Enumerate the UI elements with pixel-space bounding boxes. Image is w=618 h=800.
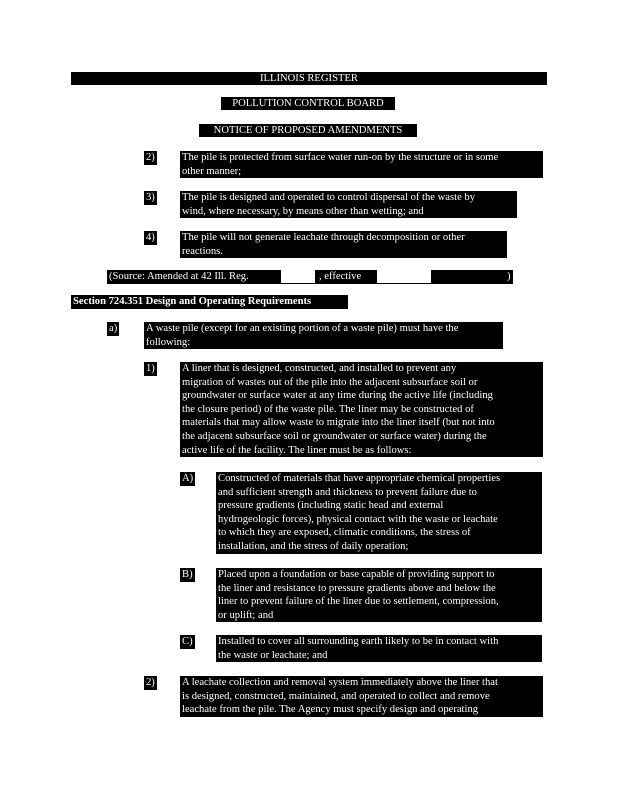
item-B-text (216, 568, 542, 622)
text-line: installation, and the stress of daily operation; (218, 540, 409, 552)
text-line: following: (146, 336, 191, 348)
text-line: Placed upon a foundation or base capable of providing support to (218, 569, 495, 580)
text-line: The pile is protected from surface water run-on by the structure or in some (182, 152, 499, 163)
item-C-marker: C) (182, 636, 193, 647)
register-title: ILLINOIS REGISTER (260, 73, 358, 84)
item-a-text (144, 322, 503, 349)
text-line: A leachate collection and removal system immediately above the liner that (182, 677, 498, 688)
text-line: The pile will not generate leachate through decomposition or other (182, 232, 465, 243)
text-line: the closure period) of the waste pile. The liner may be constructed of (182, 403, 474, 415)
item-2-marker: 2) (146, 152, 155, 163)
text-line: The pile is designed and operated to control dispersal of the waste by (182, 192, 476, 203)
source-suffix: ) (507, 271, 511, 282)
text-line: migration of wastes out of the pile into the adjacent subsurface soil or (182, 376, 478, 388)
text-line: other manner; (182, 165, 242, 177)
text-line: liner to prevent failure of the liner due to settlement, compression, (218, 596, 499, 608)
text-line: A waste pile (except for an existing portion of a waste pile) must have the (146, 323, 459, 334)
item-1-text (180, 362, 543, 457)
item-3-marker: 3) (146, 192, 155, 203)
notice-title-text: NOTICE OF PROPOSED AMENDMENTS (213, 125, 403, 136)
item-4-marker: 4) (146, 232, 155, 243)
text-line: the liner and resistance to pressure gradients above and below the (218, 582, 496, 594)
item-B-marker: B) (182, 569, 193, 580)
text-line: groundwater or surface water at any time during the active life (including (182, 390, 493, 402)
text-line: or uplift; and (218, 609, 274, 621)
text-line: Installed to cover all surrounding earth likely to be in contact with (218, 636, 499, 647)
text-line: reactions. (182, 245, 223, 257)
item-A-text (216, 472, 542, 554)
item-A-marker: A) (182, 473, 194, 484)
item-2-text (180, 151, 543, 178)
text-line: is designed, constructed, maintained, and operated to collect and remove (182, 690, 490, 702)
text-line: wind, where necessary, by means other than wetting; and (182, 205, 424, 217)
text-line: the waste or leachate; and (218, 649, 328, 661)
text-line: the adjacent subsurface soil or groundwater or surface water) during the (182, 430, 487, 442)
source-middle: , effective (319, 271, 362, 282)
item-C-text (216, 635, 542, 662)
source-prefix: (Source: Amended at 42 Ill. Reg. (109, 271, 249, 282)
notice-title (199, 124, 417, 137)
item-3-text (180, 191, 517, 218)
text-line: to which they are exposed, climatic conditions, the stress of (218, 527, 471, 539)
item-2b-marker: 2) (146, 677, 155, 688)
item-a-marker: a) (109, 323, 118, 334)
text-line: Constructed of materials that have appropriate chemical properties (218, 473, 501, 484)
item-4-text (180, 231, 507, 258)
section-title (71, 295, 348, 309)
board-title (221, 97, 395, 110)
item-1-marker: 1) (146, 363, 155, 374)
header-bar (71, 72, 547, 85)
text-line: pressure gradients (including static head and external (218, 500, 444, 512)
text-line: active life of the facility. The liner must be as follows: (182, 444, 412, 456)
text-line: hydrogeologic forces), physical contact with the waste or leachate (218, 513, 498, 525)
source-blank-1 (281, 270, 315, 283)
section-title-text: Section 724.351 Design and Operating Requirements (73, 296, 312, 307)
text-line: A liner that is designed, constructed, and installed to prevent any (182, 363, 457, 374)
text-line: materials that may allow waste to migrate into the liner itself (but not into (182, 417, 495, 429)
text-line: leachate from the pile. The Agency must specify design and operating (182, 704, 479, 716)
item-2b-text (180, 676, 543, 717)
board-title-text: POLLUTION CONTROL BOARD (232, 98, 384, 109)
source-blank-2 (377, 270, 431, 283)
text-line: and sufficient strength and thickness to prevent failure due to (218, 486, 477, 498)
